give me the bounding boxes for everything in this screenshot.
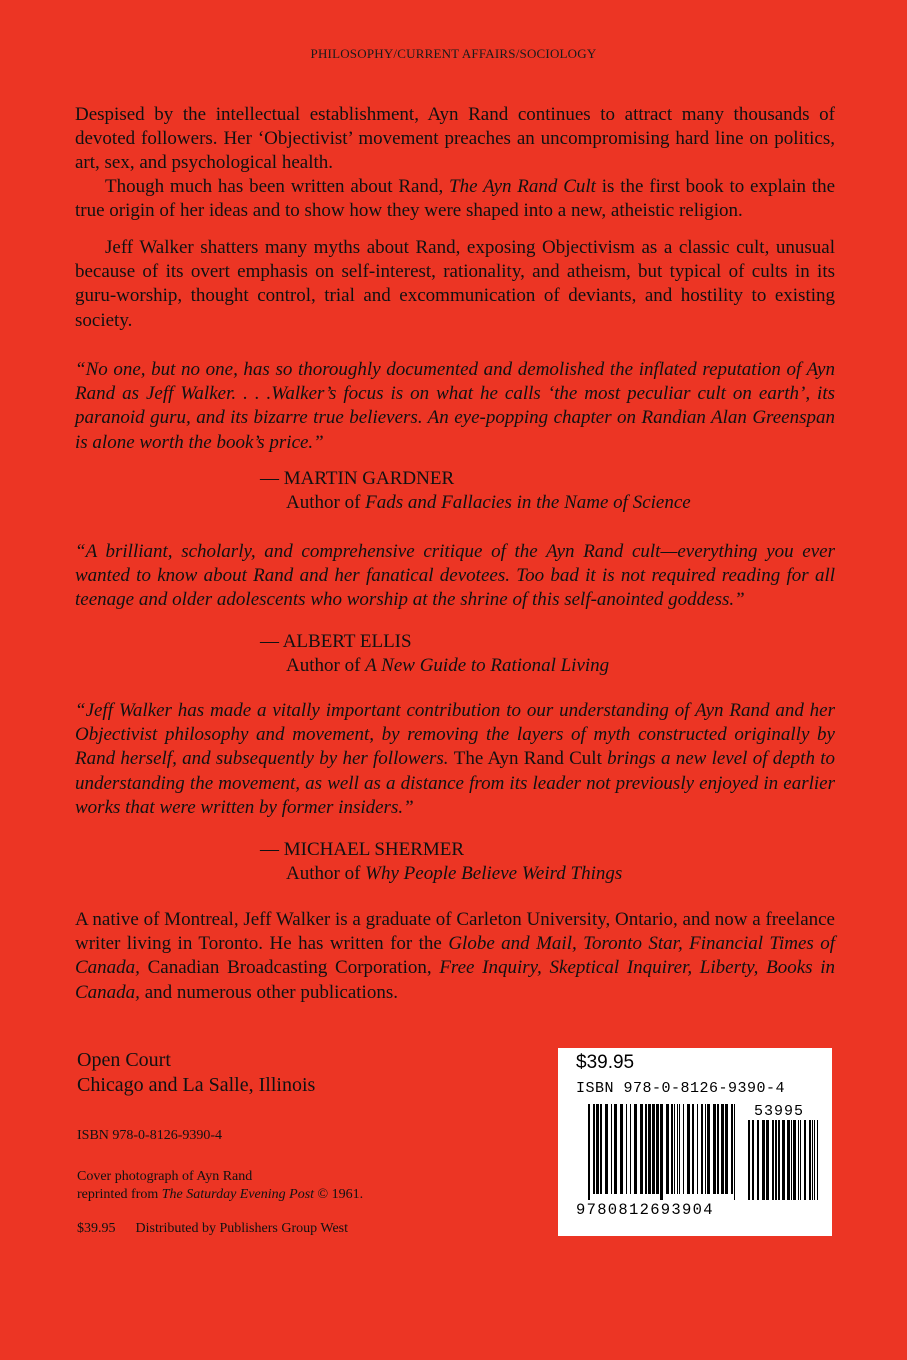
- barcode-bar: [626, 1104, 627, 1194]
- author-of-text: Author of: [286, 863, 366, 884]
- barcode-bar: [791, 1120, 792, 1200]
- barcode-bar: [798, 1120, 799, 1200]
- barcode-bar: [593, 1104, 595, 1194]
- blurb-author-name: — MARTIN GARDNER: [260, 468, 455, 489]
- barcode-bar: [717, 1104, 719, 1194]
- barcode-bar: [705, 1104, 706, 1194]
- credit-publication: The Saturday Evening Post: [161, 1187, 315, 1202]
- credit-text: © 1961.: [314, 1187, 364, 1202]
- barcode-panel: [558, 1048, 832, 1236]
- credit-line-2: [77, 1186, 363, 1204]
- barcode-bar: [731, 1104, 733, 1194]
- barcode-bar: [772, 1120, 774, 1200]
- author-book-title: A New Guide to Rational Living: [365, 655, 610, 676]
- barcode-bar: [762, 1120, 765, 1200]
- barcode-bar: [666, 1104, 669, 1194]
- barcode-bar: [757, 1120, 759, 1200]
- barcode-bar: [692, 1104, 694, 1194]
- description-text: Jeff Walker shatters many myths about Rand, exposing Objectivism as a classic cult, unusual because of its overt emphasis on self-interest, rationality, and atheism, but typical of cults in its guru-worship, thought control, trial and excommunication of deviants, and hostility to existing society.: [75, 237, 835, 331]
- book-title: The Ayn Rand Cult: [453, 748, 602, 770]
- barcode-price: $39.95: [576, 1052, 635, 1073]
- quote-text: brings a new level of depth to understanding the movement, as well as a distance from its leader not previously enjoyed in earlier works that were written by former insiders.”: [75, 748, 835, 818]
- barcode-bar: [671, 1104, 673, 1194]
- barcode-bar: [793, 1120, 796, 1200]
- description-text: Despised by the intellectual establishment, Ayn Rand continues to attract many thousands of devoted followers. Her ‘Objectivist’ movement preaches an uncompromising hard line on politics, art, sex, and psychological health.: [75, 104, 835, 174]
- description-paragraph-3: [75, 236, 835, 333]
- barcode-bar: [605, 1104, 608, 1194]
- barcode-bar: [687, 1104, 690, 1194]
- quote-text: “Jeff Walker has made a vitally important contribution to our understanding of Ayn Rand and her Objectivist philosophy and movement, by removing the layers of myth constructed originally by Rand herself, and subsequently by her followers.: [75, 700, 835, 770]
- description-paragraph-1: [75, 103, 835, 176]
- barcode-bar: [809, 1120, 811, 1200]
- barcode-bar: [674, 1104, 675, 1194]
- barcode-digits: 9780812693904: [576, 1201, 714, 1216]
- barcode-bar: [588, 1104, 590, 1200]
- barcode-bar: [683, 1104, 684, 1194]
- barcode-bar: [596, 1104, 599, 1194]
- barcode-isbn: ISBN 978-0-8126-9390-4: [576, 1080, 786, 1097]
- barcode-bar: [634, 1104, 637, 1194]
- description-text: is the first book to explain the true origin of her ideas and to show how they were shaped into a new, atheistic religion.: [75, 176, 836, 222]
- barcode-bar: [611, 1104, 612, 1194]
- barcode-image: [576, 1102, 820, 1216]
- barcode-bar: [778, 1120, 780, 1200]
- barcode-bar: [701, 1104, 703, 1194]
- description-paragraph-2: [75, 175, 835, 223]
- barcode-bar: [652, 1104, 655, 1194]
- barcode-bar: [775, 1120, 777, 1200]
- category-label: PHILOSOPHY/CURRENT AFFAIRS/SOCIOLOGY: [310, 46, 597, 61]
- isbn-line: ISBN 978-0-8126-9390-4: [77, 1128, 223, 1143]
- barcode-bar: [648, 1104, 651, 1194]
- blurb-author-credit: [260, 491, 691, 515]
- barcode-bar: [725, 1104, 728, 1194]
- barcode-bar: [707, 1104, 710, 1194]
- barcode-bar: [640, 1104, 643, 1194]
- barcode-bar: [614, 1104, 617, 1194]
- credit-line-1: Cover photograph of Ayn Rand: [77, 1169, 253, 1184]
- footer-line: [77, 1220, 348, 1238]
- blurb-author-credit: [260, 862, 622, 886]
- blurb-attribution-gardner: [260, 467, 691, 515]
- blurb-quote-gardner: “No one, but no one, has so thoroughly documented and demolished the inflated reputation of Ayn Rand as Jeff Walker. . . .Walker’s focus is on what he calls ‘the most peculiar cult on earth’, its paranoid guru, and its bizarre true believers. An eye-popping chapter on Randian Alan Greenspan is alone worth the book’s price.”: [75, 359, 835, 453]
- barcode-bar: [645, 1104, 647, 1194]
- barcode-bar: [713, 1104, 716, 1194]
- author-of-text: Author of: [286, 655, 366, 676]
- barcode-bar: [697, 1104, 698, 1194]
- publisher-location: Chicago and La Salle, Illinois: [77, 1074, 316, 1096]
- barcode-bar: [721, 1104, 724, 1194]
- blurb-author-name: — ALBERT ELLIS: [260, 631, 412, 652]
- author-book-title: Fads and Fallacies in the Name of Science: [365, 492, 691, 513]
- barcode-bar: [800, 1120, 801, 1200]
- bio-text: Canadian Broadcasting Corporation,: [139, 957, 440, 979]
- barcode-bar: [660, 1104, 663, 1200]
- barcode-bar: [782, 1120, 785, 1200]
- blurb-author-credit: [260, 654, 609, 678]
- barcode-bar: [748, 1120, 750, 1200]
- barcode-bar: [817, 1120, 818, 1200]
- blurb-author-name: — MICHAEL SHERMER: [260, 839, 465, 860]
- barcode-bar: [656, 1104, 659, 1194]
- blurb-quote-shermer: [75, 699, 835, 820]
- publisher-block: [77, 1048, 315, 1098]
- author-of-text: Author of: [286, 492, 366, 513]
- footer-price: $39.95: [77, 1221, 116, 1236]
- barcode-bar: [752, 1120, 754, 1200]
- bio-publications: Free Inquiry, Skeptical Inquirer, Liberty, Books in Canada,: [75, 957, 835, 1003]
- blurb-attribution-ellis: [260, 630, 609, 678]
- barcode-bar: [620, 1104, 623, 1194]
- bio-text: and numerous other publications.: [139, 981, 398, 1003]
- publisher-name: Open Court: [77, 1049, 171, 1071]
- barcode-bar: [679, 1104, 680, 1194]
- barcode-bar: [630, 1104, 631, 1194]
- credit-text: reprinted from: [77, 1187, 162, 1202]
- book-title: The Ayn Rand Cult: [449, 176, 596, 197]
- author-book-title: Why People Believe Weird Things: [365, 863, 623, 884]
- blurb-quote-ellis: “A brilliant, scholarly, and comprehensive critique of the Ayn Rand cult—everything you ever wanted to know about Rand and her fanatical devotees. Too bad it is not required reading for all teenage and older adolescents who worship at the shrine of this self-anointed goddess.”: [75, 541, 835, 611]
- bio-text: A native of Montreal, Jeff Walker is a graduate of Carleton University, Ontario, and now a freelance writer living in Toronto. He has written for the: [75, 909, 835, 955]
- barcode-bar: [812, 1120, 813, 1200]
- barcode-bar: [734, 1104, 735, 1200]
- barcode-bar: [677, 1104, 678, 1194]
- barcode-bar: [814, 1120, 815, 1200]
- barcode-bar: [766, 1120, 769, 1200]
- author-bio: [75, 908, 835, 1005]
- barcode-bar: [804, 1120, 806, 1200]
- blurb-attribution-shermer: [260, 838, 622, 886]
- barcode-bar: [600, 1104, 602, 1194]
- barcode-addon-digits: 53995: [754, 1103, 805, 1120]
- description-text: Though much has been written about Rand,: [105, 176, 450, 197]
- ean13-bars: [588, 1104, 735, 1200]
- addon-bars: [748, 1120, 818, 1200]
- footer-distributor: Distributed by Publishers Group West: [135, 1221, 348, 1236]
- photo-credit: [77, 1168, 363, 1204]
- bio-publications: Globe and Mail, Toronto Star, Financial Times of Canada,: [75, 933, 835, 979]
- barcode-bar: [787, 1120, 790, 1200]
